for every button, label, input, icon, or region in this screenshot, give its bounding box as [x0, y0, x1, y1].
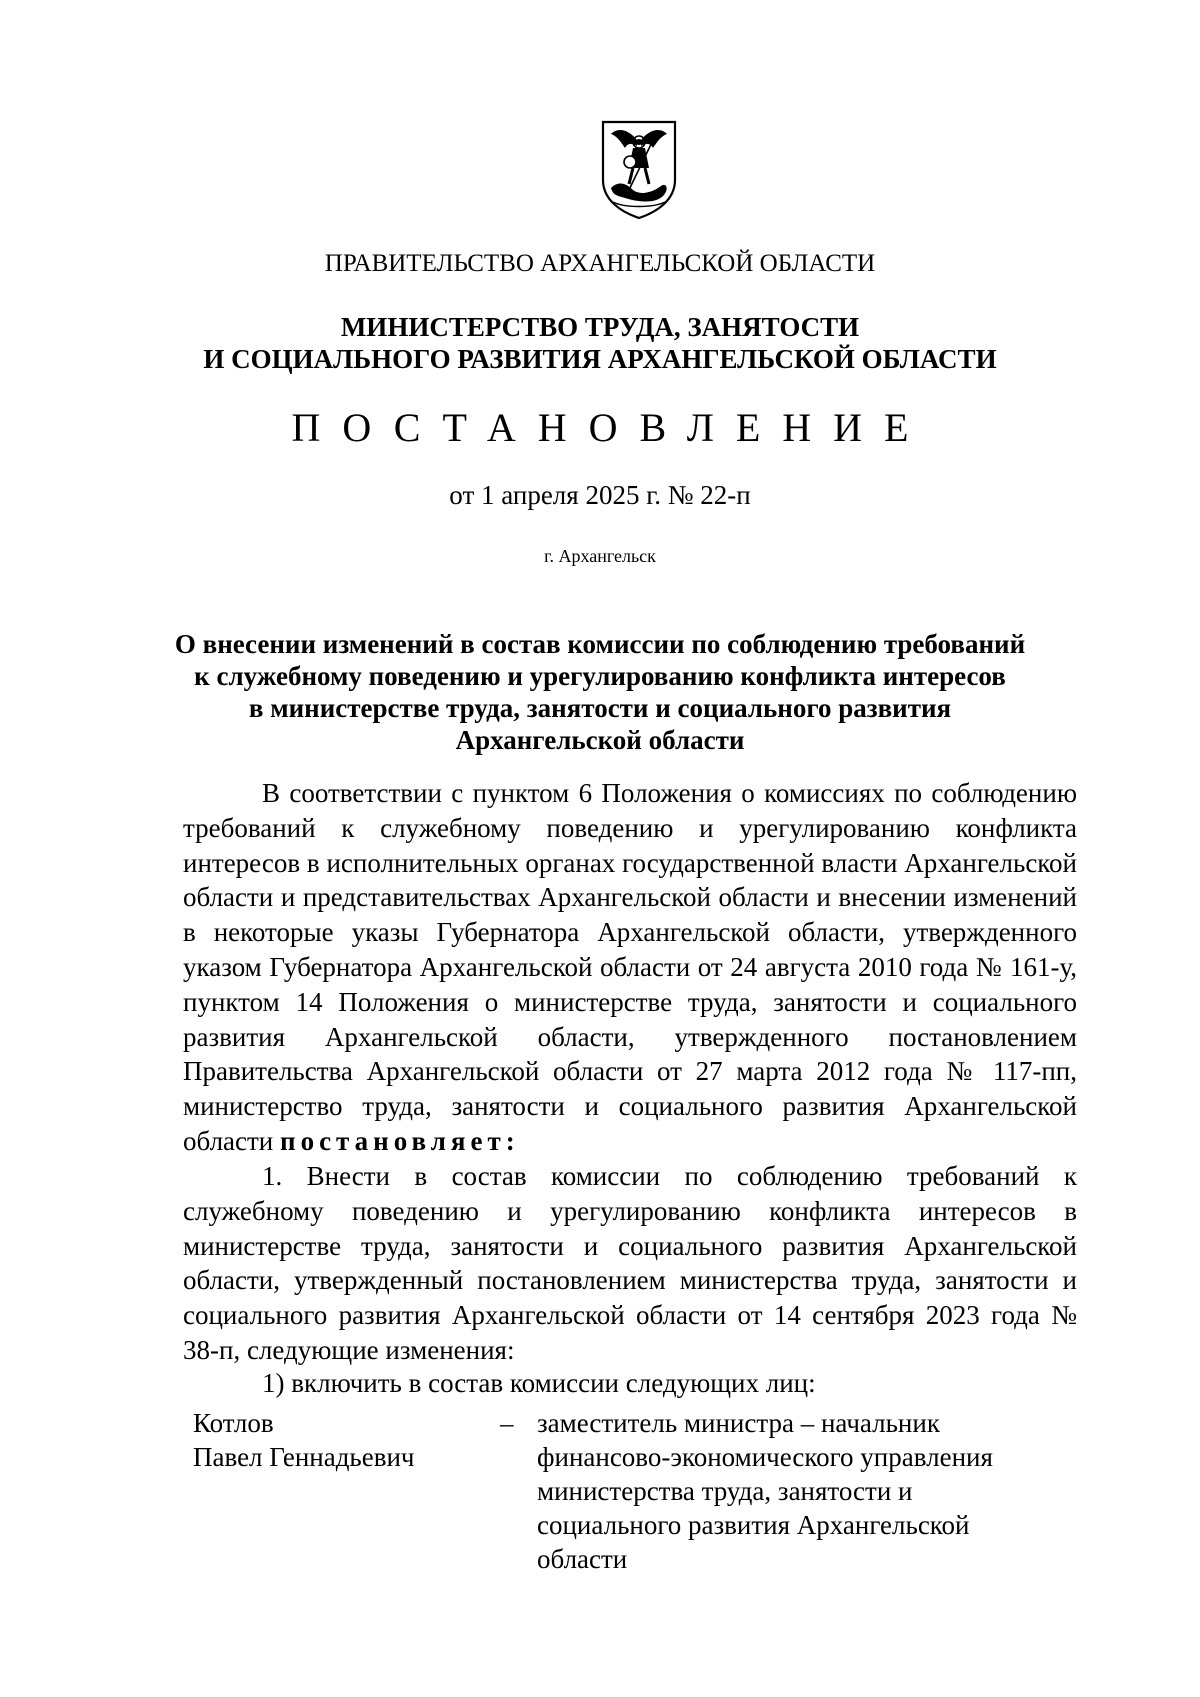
member-dash: – [500, 1408, 514, 1438]
government-name: ПРАВИТЕЛЬСТВО АРХАНГЕЛЬСКОЙ ОБЛАСТИ [324, 250, 876, 277]
ministry-name [0, 311, 1200, 375]
document-title-line-2: к служебному поведению и урегулированию конфликта интересов [194, 661, 1006, 691]
document-title-line-3: в министерстве труда, занятости и социального развития [248, 693, 952, 723]
coat-of-arms-icon [597, 118, 681, 220]
document-title-line-4: Архангельской области [455, 725, 745, 755]
preamble-paragraph [183, 776, 1077, 1159]
ministry-name-line-1: МИНИСТЕРСТВО ТРУДА, ЗАНЯТОСТИ [340, 312, 860, 342]
member-position-line-1: заместитель министра – начальник [537, 1408, 940, 1438]
member-position-line-2: финансово-экономического управления [537, 1442, 993, 1472]
member-given-names: Павел Геннадьевич [193, 1442, 415, 1472]
document-title-line-1: О внесении изменений в состав комиссии по соблюдению требований [174, 629, 1026, 659]
document-date-number: от 1 апреля 2025 г. № 22-п [449, 480, 751, 510]
document-city: г. Архангельск [544, 546, 656, 566]
ministry-name-line-2: И СОЦИАЛЬНОГО РАЗВИТИЯ АРХАНГЕЛЬСКОЙ ОБЛАСТИ [203, 344, 997, 374]
item-1-paragraph: 1. Внести в состав комиссии по соблюдению требований к служебному поведению и урегулированию конфликта интересов в министерстве труда, занятости и социального развития Архангельской области, утвержденный постановлением министерства труда, занятости и социального развития Архангельской области от 14 сентября 2023 года № 38-п, следующие изменения: [183, 1161, 1077, 1365]
preamble-text: В соответствии с пунктом 6 Положения о комиссиях по соблюдению требований к служебному поведению и урегулированию конфликта интересов в исполнительных органах государственной власти Архангельской области и представительствах Архангельской области и внесении изменений в некоторые указы Губернатора Архангельской области, утвержденного указом Губернатора Архангельской области от 24 августа 2010 года № 161-у, пунктом 14 Положения о министерстве труда, занятости и социального развития Архангельской области, утвержденного постановлением Правительства Архангельской области от 27 марта 2012 года № 117-пп, министерство труда, занятости и социального развития Архангельской области [183, 778, 1077, 1156]
member-position-line-3: министерства труда, занятости и [537, 1476, 913, 1506]
decree-word: постановляет: [280, 1125, 520, 1156]
member-position-line-4: социального развития Архангельской [537, 1510, 970, 1540]
member-surname: Котлов [193, 1408, 274, 1438]
member-position [537, 1406, 993, 1576]
document-title [0, 628, 1200, 756]
member-position-line-5: области [537, 1544, 628, 1574]
subitem-1: 1) включить в состав комиссии следующих лиц: [262, 1368, 816, 1398]
document-type: ПОСТАНОВЛЕНИЕ [291, 405, 931, 450]
member-name [193, 1406, 415, 1474]
